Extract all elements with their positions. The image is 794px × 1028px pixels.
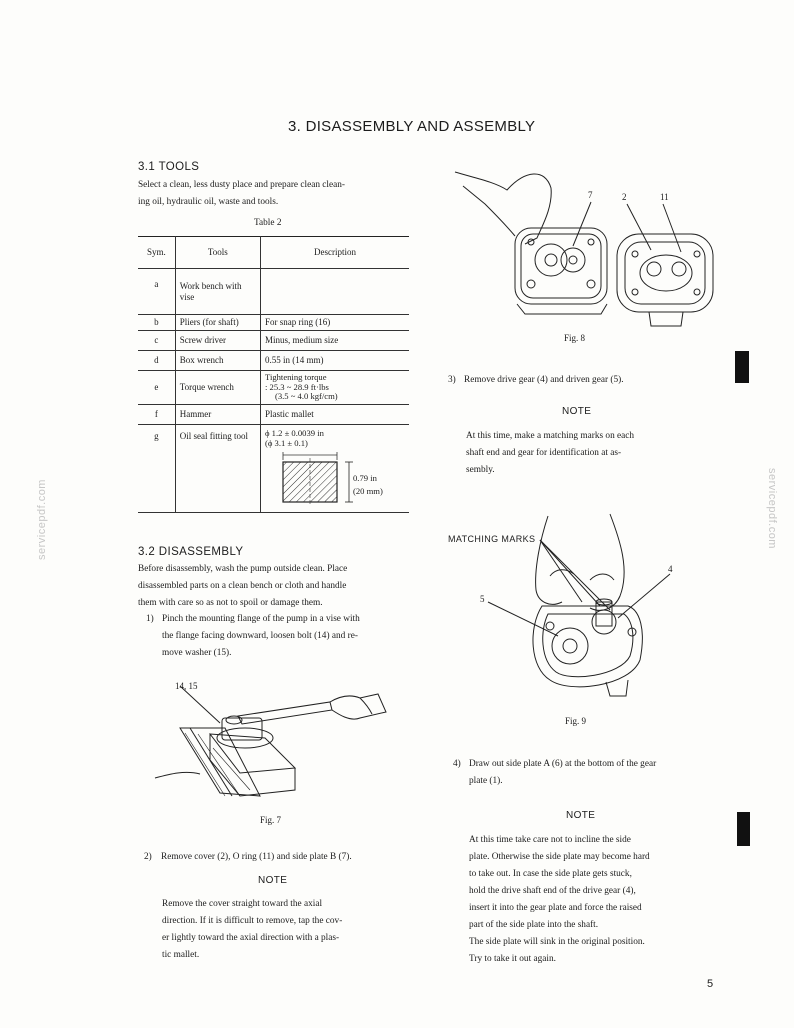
tools-heading: 3.1 TOOLS — [138, 161, 200, 173]
seal-tool-drawing — [265, 448, 405, 510]
fig9-illustration — [470, 510, 700, 710]
step-3-text: Remove drive gear (4) and driven gear (5). — [464, 375, 624, 385]
cell-sym: e — [138, 371, 175, 405]
cell-sym: d — [138, 351, 175, 371]
note-heading-2: NOTE — [562, 406, 592, 417]
cell-sym: g — [138, 424, 175, 512]
note-line: The side plate will sink in the original position. — [469, 937, 645, 947]
fig7-illustration — [150, 678, 390, 808]
tools-table — [138, 236, 409, 513]
note-heading-1: NOTE — [258, 875, 288, 886]
torque-line: (3.5 ~ 4.0 kgf/cm) — [275, 391, 338, 401]
cell-tool: Work bench with vise — [175, 269, 260, 315]
cell-tool: Screw driver — [175, 331, 260, 351]
note-line: At this time, make a matching marks on each — [466, 431, 635, 441]
fig8-caption: Fig. 8 — [564, 333, 586, 343]
step-4-line: Draw out side plate A (6) at the bottom of the gear — [469, 759, 657, 769]
fig8-callout-7: 7 — [588, 190, 593, 200]
cell-desc — [261, 371, 410, 405]
note-line: hold the drive shaft end of the drive gear (4), — [469, 886, 636, 896]
step-2-text: Remove cover (2), O ring (11) and side plate B (7). — [161, 852, 352, 862]
note-heading-3: NOTE — [566, 810, 596, 821]
tools-intro-line: ing oil, hydraulic oil, waste and tools. — [138, 197, 279, 207]
note-line: direction. If it is difficult to remove, tap the cov- — [162, 916, 343, 926]
step-1-line: Pinch the mounting flange of the pump in a vise with — [162, 614, 360, 624]
column-header-description: Description — [261, 237, 410, 269]
page-number: 5 — [707, 978, 714, 990]
note-line: Try to take it out again. — [469, 954, 556, 964]
fig8-illustration — [445, 158, 725, 336]
intro-line: them with care so as not to spoil or damage them. — [138, 598, 323, 608]
step-1-number: 1) — [146, 614, 154, 624]
intro-line: Before disassembly, wash the pump outside clean. Place — [138, 564, 348, 574]
cell-desc: Plastic mallet — [261, 404, 410, 424]
watermark-right: servicepdf.com — [766, 468, 778, 549]
cell-tool: Torque wrench — [175, 371, 260, 405]
cell-sym: a — [138, 269, 175, 315]
cell-desc: For snap ring (16) — [261, 315, 410, 331]
note-line: insert it into the gear plate and force the raised — [469, 903, 642, 913]
step-1-line: move washer (15). — [162, 648, 232, 658]
table-row — [138, 424, 409, 512]
note-text-2 — [466, 428, 692, 479]
page-title: 3. DISASSEMBLY AND ASSEMBLY — [288, 118, 536, 135]
note-line: er lightly toward the axial direction with a plas- — [162, 933, 340, 943]
seal-dim-line: (ϕ 3.1 ± 0.1) — [265, 437, 308, 448]
step-1-line: the flange facing downward, loosen bolt (14) and re- — [162, 631, 358, 641]
table-row — [138, 404, 409, 424]
cell-sym: b — [138, 315, 175, 331]
note-line: to take out. In case the side plate gets stuck, — [469, 869, 632, 879]
note-line: part of the side plate into the shaft. — [469, 920, 599, 930]
note-line: tic mallet. — [162, 950, 200, 960]
table-header-row — [138, 237, 409, 269]
fig9-callout-5: 5 — [480, 594, 485, 604]
cell-desc — [261, 269, 410, 315]
cell-desc — [261, 424, 410, 512]
note-text-3 — [469, 832, 701, 968]
fig9-callout-4: 4 — [668, 564, 673, 574]
cell-tool: Oil seal fitting tool — [175, 424, 260, 512]
intro-line: disassembled parts on a clean bench or cloth and handle — [138, 581, 347, 591]
torque-line: : 25.3 ~ 28.9 ft·lbs — [265, 381, 329, 392]
section-tab-mark — [737, 812, 750, 846]
cell-desc: Minus, medium size — [261, 331, 410, 351]
note-line: At this time take care not to incline the side — [469, 835, 631, 845]
tools-intro — [138, 177, 418, 211]
note-line: Remove the cover straight toward the axial — [162, 899, 323, 909]
fig9-caption: Fig. 9 — [565, 716, 587, 726]
table-row — [138, 371, 409, 405]
cell-sym: c — [138, 331, 175, 351]
fig9-matching-marks-label: MATCHING MARKS — [448, 534, 536, 544]
column-header-sym: Sym. — [138, 237, 175, 269]
table-row — [138, 269, 409, 315]
step-4-line: plate (1). — [469, 776, 503, 786]
table-row — [138, 315, 409, 331]
cell-tool: Box wrench — [175, 351, 260, 371]
fig8-callout-11: 11 — [660, 192, 669, 202]
step-4-text — [469, 756, 721, 790]
note-line: sembly. — [466, 465, 495, 475]
fig7-callout: 14, 15 — [175, 681, 198, 691]
seal-dim-in: 0.79 in — [353, 472, 377, 483]
tools-intro-line: Select a clean, less dusty place and prepare clean clean- — [138, 180, 346, 190]
disassembly-intro — [138, 561, 410, 612]
step-4-number: 4) — [453, 759, 461, 769]
table-row — [138, 351, 409, 371]
table-row — [138, 331, 409, 351]
torque-line: Tightening torque — [265, 372, 327, 382]
seal-dim-mm: (20 mm) — [353, 485, 383, 496]
step-1-text — [162, 611, 412, 662]
seal-dim-line: ϕ 1.2 ± 0.0039 in — [265, 427, 324, 438]
fig7-caption: Fig. 7 — [260, 815, 282, 825]
step-2-number: 2) — [144, 852, 152, 862]
disassembly-heading: 3.2 DISASSEMBLY — [138, 546, 244, 558]
fig8-callout-2: 2 — [622, 192, 627, 202]
section-tab-mark — [735, 351, 749, 383]
seal-dims — [353, 472, 383, 498]
note-line: shaft end and gear for identification at as- — [466, 448, 622, 458]
note-text-1 — [162, 896, 388, 964]
cell-sym: f — [138, 404, 175, 424]
cell-tool: Pliers (for shaft) — [175, 315, 260, 331]
column-header-tools: Tools — [175, 237, 260, 269]
table-caption: Table 2 — [254, 218, 282, 228]
watermark-left: servicepdf.com — [36, 479, 48, 560]
cell-desc: 0.55 in (14 mm) — [261, 351, 410, 371]
cell-tool: Hammer — [175, 404, 260, 424]
step-3-number: 3) — [448, 375, 456, 385]
note-line: plate. Otherwise the side plate may become hard — [469, 852, 650, 862]
